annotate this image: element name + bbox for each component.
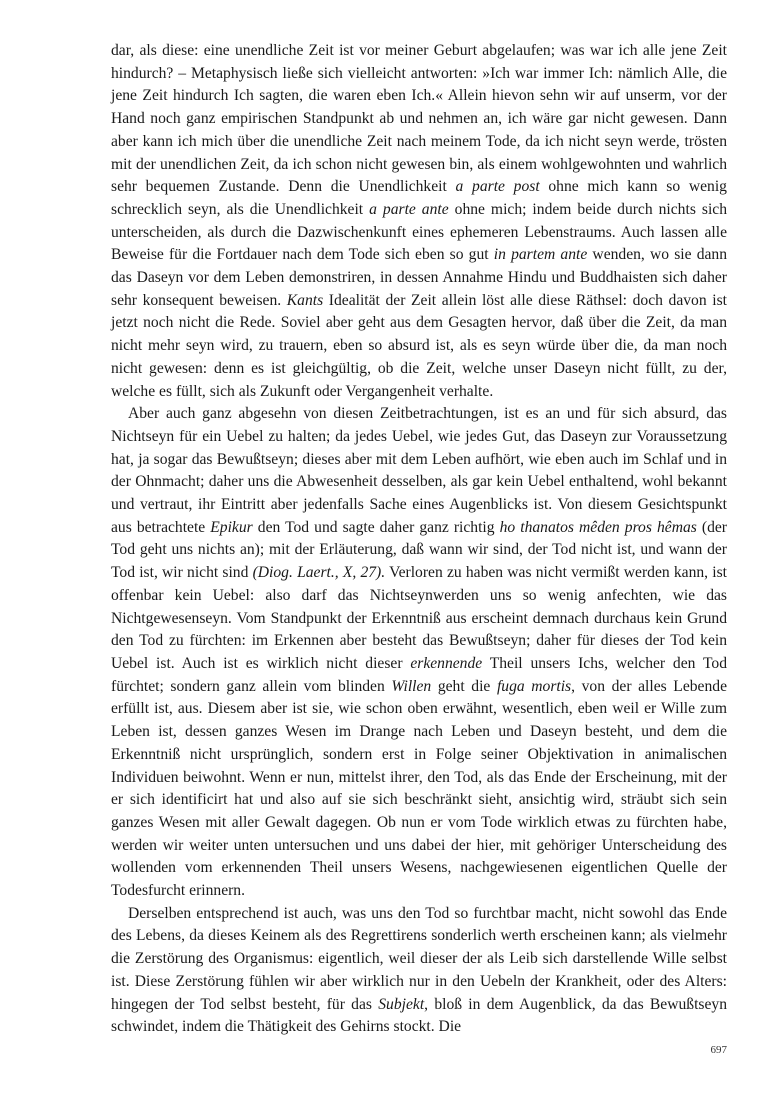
text-run: Idealität der Zeit allein löst alle diese Räthsel: doch davon ist jetzt noch nicht die Rede. Soviel aber geht aus dem Gesagten hervor, daß über die Zeit, da man nicht mehr seyn wird, zu trauern, eben so absurd ist, als es seyn würde über die, da man noch nicht gewesen: denn es ist gleichgültig, ob die Zeit, welche unser Daseyn nicht füllt, zu der, welche es füllt, sich als Zukunft oder Vergangenheit verhalte. — [111, 291, 727, 400]
page-body — [111, 40, 727, 1039]
italic-text: erkennende — [410, 654, 483, 672]
text-run: den Tod und sagte daher ganz richtig — [252, 518, 500, 536]
text-run: geht die — [431, 677, 497, 695]
italic-text: ho thanatos mêden pros hêmas — [499, 518, 697, 536]
text-run: , bloß in dem Augenblick, da das Bewußtseyn schwindet, indem die Thätigkeit des Gehirns stockt. Die — [111, 995, 728, 1036]
text-run: wenden, wo sie dann das Daseyn vor dem Leben demonstriren, in dessen Annahme Hindu und Buddhaisten sich daher sehr konsequent beweisen. — [111, 246, 727, 309]
italic-text: a parte post — [455, 178, 540, 196]
text-run: Theil unsers Ichs, welcher den Tod fürchtet; sondern ganz allein vom blinden — [111, 654, 727, 695]
italic-text: in partem ante — [493, 246, 588, 264]
italic-text: a parte ante — [369, 200, 449, 218]
italic-text: fuga mortis — [496, 677, 572, 695]
text-run: Verloren zu haben was nicht vermißt werden kann, ist offenbar kein Uebel: also darf das Nichtseynwerden uns so wenig anfechten, wie das Nichtgewesenseyn. Vom Standpunkt der Erkenntniß aus erscheint demnach durchaus kein Grund den Tod zu fürchten: im Erkennen aber besteht das Bewußtseyn; daher für dieses der Tod kein Uebel ist. Auch ist es wirklich nicht dieser — [111, 564, 728, 672]
paragraph-3 — [111, 903, 727, 1039]
text-run: (der Tod geht uns nichts an); mit der Erläuterung, daß wann wir sind, der Tod nicht ist, und wann der Tod ist, wir nicht sind — [111, 518, 727, 582]
text-run: dar, als diese: eine unendliche Zeit ist vor meiner Geburt abgelaufen; was war ich alle jene Zeit hindurch? – Metaphysisch ließe sich vielleicht antworten: »Ich war immer Ich: nämlich Alle, die jene Zeit hindurch Ich sagten, die waren eben Ich.« Allein hievon sehn wir auf unserm, vor der Hand noch ganz empirischen Standpunkt ab und nehmen an, ich wäre gar nicht gewesen. Dann aber kann ich mich über die unendliche Zeit nach meinem Tode, da ich nicht seyn werde, trösten mit der unendlichen Zeit, da ich schon nicht gewesen bin, als einem wohlgewohnten und wahrlich sehr bequemen Zustande. Denn die Unendlichkeit — [111, 42, 727, 196]
text-run: ohne mich; indem beide durch nichts sich unterscheiden, als durch die Dazwischenkunft eines ephemeren Lebenstraums. Auch lassen alle Beweise für die Fortdauer nach dem Tode sich eben so gut — [111, 200, 727, 264]
italic-text: Willen — [391, 677, 432, 695]
text-run: Aber auch ganz abgesehn von diesen Zeitbetrachtungen, ist es an und für sich absurd, das Nichtseyn für ein Uebel zu halten; da jedes Uebel, wie jedes Gut, das Daseyn zur Voraussetzung hat, ja sogar das Bewußtseyn; dieses aber mit dem Leben aufhört, wie eben auch im Schlaf und in der Ohnmacht; daher uns die Abwesenheit desselben, als gar kein Uebel enthaltend, wohl bekannt und vertraut, ihr Eintritt aber jedenfalls Sache eines Augenblicks ist. Von diesem Gesichtspunkt aus betrachtete — [111, 405, 727, 536]
text-run: Derselben entsprechend ist auch, was uns den Tod so furchtbar macht, nicht sowohl das Ende des Lebens, da dieses Keinem als des Regrettirens sonderlich werth erscheinen kann; als vielmehr die Zerstörung des Organismus: eigentlich, weil dieser der als Leib sich darstellende Wille selbst ist. Diese Zerstörung fühlen wir aber wirklich nur in den Uebeln der Krankheit, oder des Alters: hingegen der Tod selbst besteht, für das — [111, 904, 727, 1013]
text-column — [111, 40, 727, 1039]
text-run: , von der alles Lebende erfüllt ist, aus. Diesem aber ist sie, wie schon oben erwähnt, wesentlich, eben weil er Wille zum Leben ist, dessen ganzes Wesen im Drange nach Leben und Daseyn besteht, und dem die Erkenntniß nicht ursprünglich, sondern erst in Folge seiner Objektivation in animalischen Individuen beiwohnt. Wenn er nun, mittelst ihrer, den Tod, als das Ende der Erscheinung, mit der er sich identificirt hat und also auf sie sich beschränkt sieht, ansichtig wird, sträubt sich sein ganzes Wesen mit aller Gewalt dagegen. Ob nun er vom Tode wirklich etwas zu fürchten habe, werden wir weiter unten untersuchen und uns dabei der hier, mit gehöriger Unterscheidung des wollenden vom erkennenden Theil unsers Wesens, nachgewiesenen eigentlichen Quelle der Todesfurcht erinnern. — [111, 677, 727, 900]
italic-text: Epikur — [210, 518, 253, 536]
text-run: ohne mich kann so wenig schrecklich seyn, als die Unendlichkeit — [111, 178, 727, 218]
page-number: 697 — [710, 1044, 727, 1056]
italic-text: (Diog. Laert., X, 27). — [252, 564, 386, 582]
paragraph-2 — [111, 403, 727, 902]
italic-text: Kants — [286, 291, 324, 309]
paragraph-1 — [111, 40, 727, 403]
italic-text: Subjekt — [378, 995, 425, 1013]
